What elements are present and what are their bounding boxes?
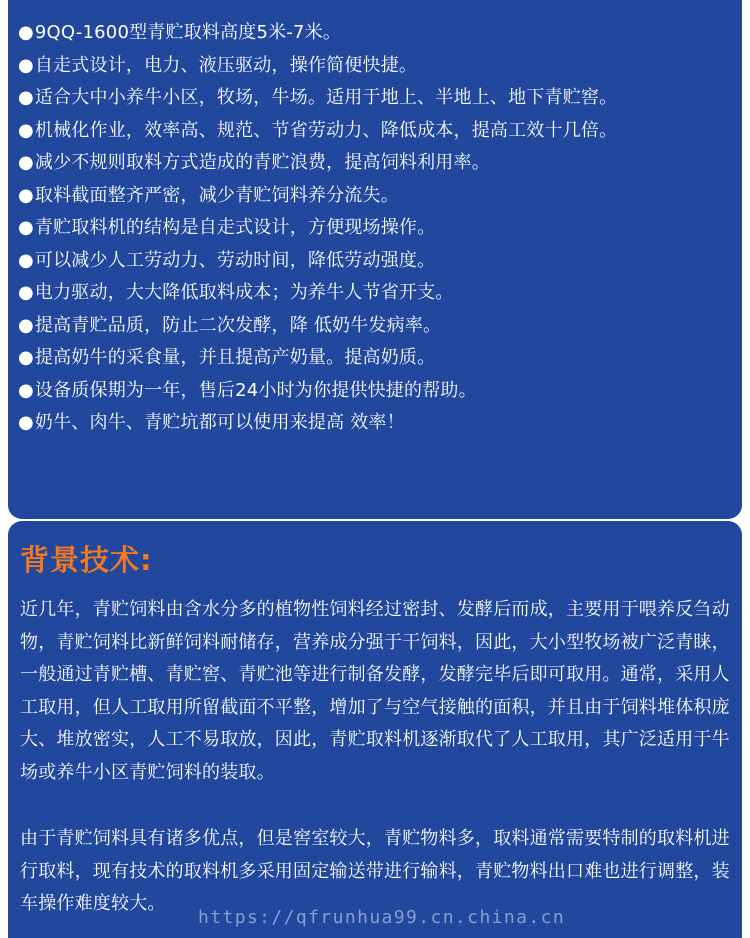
feature-item bbox=[18, 375, 734, 408]
feature-item bbox=[18, 407, 734, 440]
feature-item bbox=[18, 50, 734, 83]
feature-text: 适合大中小养牛小区，牧场，牛场。适用于地上、半地上、地下青贮窖。 bbox=[34, 87, 618, 108]
feature-text: 机械化作业，效率高、规范、节省劳动力、降低成本，提高工效十几倍。 bbox=[34, 119, 618, 141]
feature-item bbox=[18, 310, 734, 343]
feature-item bbox=[18, 180, 734, 213]
feature-item bbox=[18, 212, 734, 245]
bullet-icon: ● bbox=[18, 347, 34, 368]
feature-item bbox=[18, 17, 734, 50]
feature-item bbox=[18, 277, 734, 310]
feature-text: 电力驱动，大大降低取料成本；为养牛人节省开支。 bbox=[34, 282, 454, 303]
feature-text: 减少不规则取料方式造成的青贮浪费，提高饲料利用率。 bbox=[34, 152, 490, 173]
bullet-icon: ● bbox=[18, 184, 34, 206]
bullet-icon: ● bbox=[18, 282, 34, 303]
bullet-icon: ● bbox=[18, 314, 34, 336]
feature-text: 设备质保期为一年，售后24小时为你提供快捷的帮助。 bbox=[34, 379, 477, 401]
feature-text: 9QQ-1600型青贮取料高度5米-7米。 bbox=[34, 22, 342, 43]
background-paragraph: 近几年，青贮饲料由含水分多的植物性饲料经过密封、发酵后而成，主要用于喂养反刍动物，青贮饲料比新鲜饲料耐储存，营养成分强于干饲料，因此，大小型牧场被广泛青睐，一般通过青贮槽、青贮窖、青贮池等进行制备发酵，发酵完毕后即可取用。通常，采用人工取用，但人工取用所留截面不平整，增加了与空气接触的面积，并且由于饲料堆体积庞大、堆放密实，人工不易取放，因此，青贮取料机逐渐取代了人工取用，其广泛适用于牛场或养牛小区青贮饲料的装取。 bbox=[20, 599, 730, 783]
feature-text: 提高青贮品质，防止二次发酵，降 低奶牛发病率。 bbox=[34, 314, 442, 336]
feature-item bbox=[18, 342, 734, 375]
bullet-icon: ● bbox=[18, 249, 34, 271]
bullet-icon: ● bbox=[18, 412, 34, 433]
feature-item bbox=[18, 147, 734, 180]
bullet-icon: ● bbox=[18, 152, 34, 173]
bullet-icon: ● bbox=[18, 217, 34, 238]
bullet-icon: ● bbox=[18, 22, 34, 43]
section-title: 背景技术: bbox=[20, 543, 153, 577]
bullet-icon: ● bbox=[18, 87, 34, 108]
feature-item bbox=[18, 245, 734, 278]
feature-list bbox=[18, 17, 734, 440]
background-paragraph: 由于青贮饲料具有诸多优点，但是窖室较大，青贮物料多，取料通常需要特制的取料机进行取料，现有技术的取料机多采用固定输送带进行输料，青贮物料出口难也进行调整，装车操作难度较大。 bbox=[20, 828, 730, 915]
feature-text: 可以减少人工劳动力、劳动时间，降低劳动强度。 bbox=[34, 249, 436, 271]
feature-text: 取料截面整齐严密，减少青贮饲料养分流失。 bbox=[34, 184, 399, 206]
bullet-icon: ● bbox=[18, 119, 34, 141]
feature-text: 青贮取料机的结构是自走式设计，方便现场操作。 bbox=[34, 217, 436, 238]
feature-text: 自走式设计，电力、液压驱动，操作简便快捷。 bbox=[34, 54, 418, 76]
bullet-icon: ● bbox=[18, 54, 34, 76]
bullet-icon: ● bbox=[18, 379, 34, 401]
feature-item bbox=[18, 115, 734, 148]
feature-text: 提高奶牛的采食量，并且提高产奶量。提高奶质。 bbox=[34, 347, 436, 368]
feature-text: 奶牛、肉牛、青贮坑都可以使用来提高 效率！ bbox=[34, 412, 405, 433]
watermark-url: https://qfrunhua99.cn.china.cn bbox=[198, 907, 566, 928]
feature-item bbox=[18, 82, 734, 115]
